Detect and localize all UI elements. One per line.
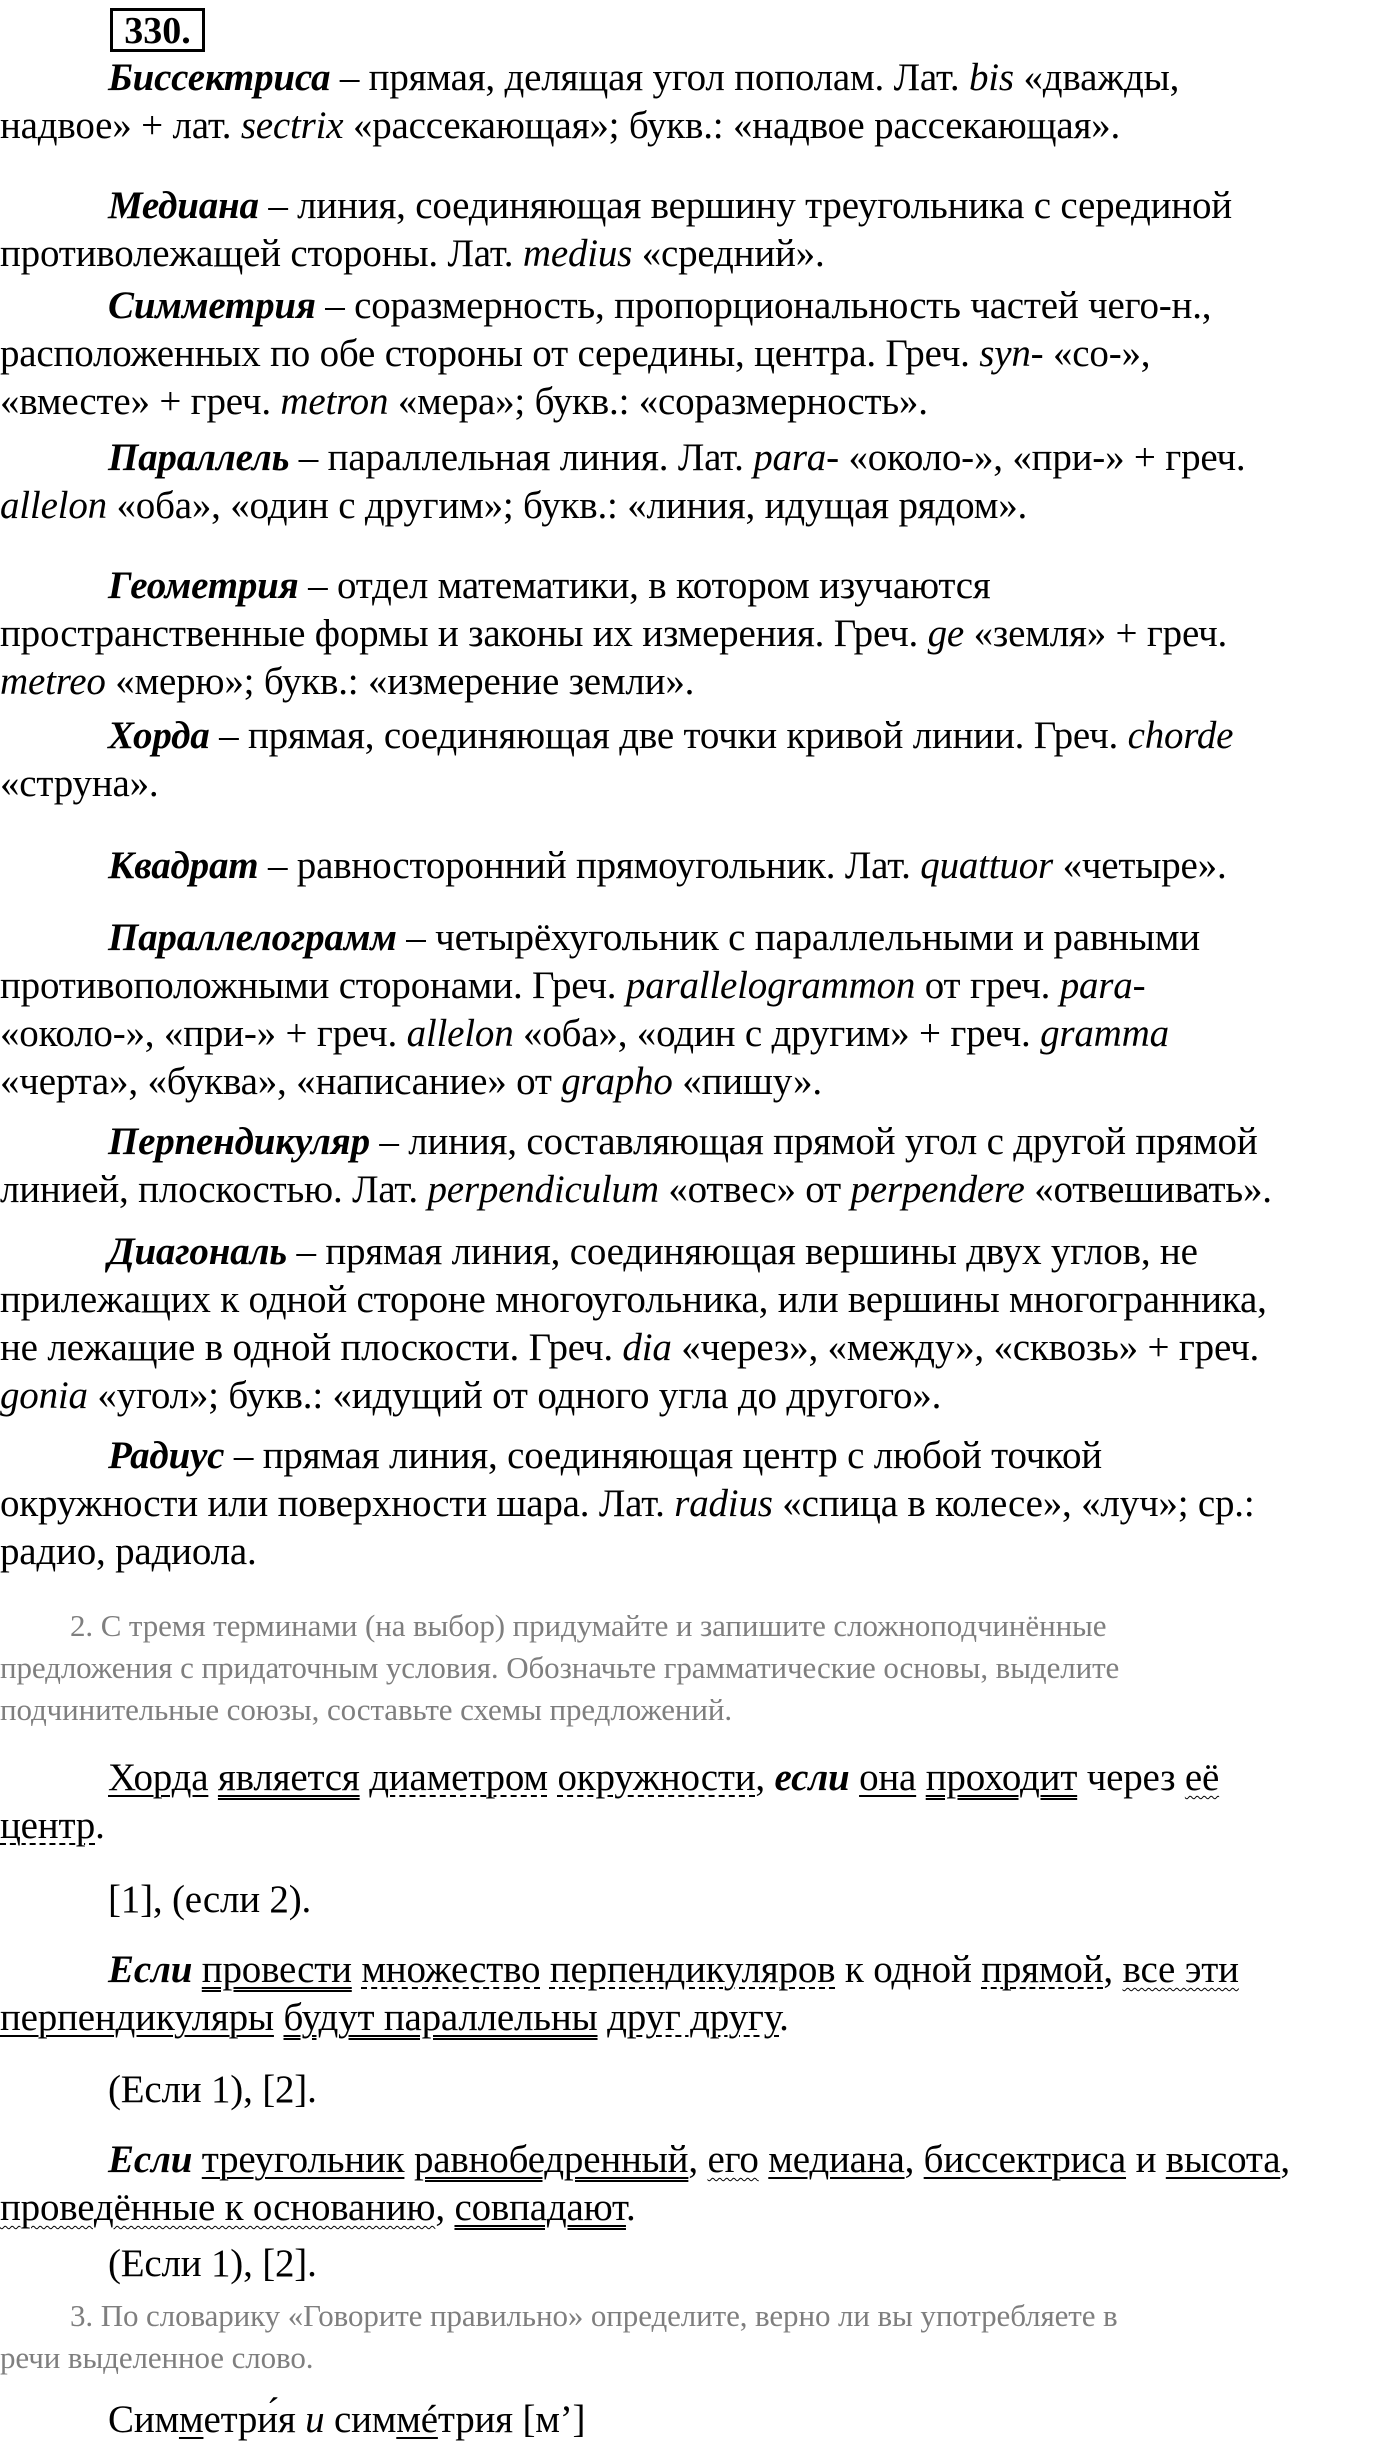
text-span: равнобедренный — [413, 2138, 689, 2181]
definition-line — [0, 662, 694, 701]
task-3-line: речи выделенное слово. — [0, 2340, 314, 2375]
text-span: , — [688, 2138, 708, 2181]
definition-line — [0, 966, 1145, 1005]
sentence-scheme: (Если 1), [2]. — [108, 2068, 317, 2111]
definition-line — [0, 486, 1027, 525]
term: Параллелограмм — [108, 916, 397, 959]
text-span: перпендикуляры — [0, 1996, 274, 2039]
text-span: «вместе» + греч. — [0, 380, 281, 423]
text-span: треугольник — [201, 2138, 405, 2181]
text-span: dia — [622, 1326, 672, 1369]
term: Диагональ — [108, 1230, 287, 1273]
text-span — [192, 1948, 202, 1991]
text-span: к одной — [835, 1948, 982, 1991]
text-span: все эти — [1122, 1948, 1239, 1991]
text-span: , — [1103, 1948, 1123, 1991]
text-span: parallelogrammon — [625, 964, 916, 1007]
definition-line — [0, 1014, 1169, 1053]
text-span: «отвешивать». — [1024, 1168, 1272, 1211]
text-span: проведённые к основанию — [0, 2186, 436, 2229]
text-span: allelon — [406, 1012, 514, 1055]
text-span: надвое» + лат. — [0, 104, 241, 147]
text-span: metron — [280, 380, 389, 423]
text-span: – соразмерность, пропорциональность частей чего-н., — [315, 284, 1212, 327]
text-span: para — [1059, 964, 1133, 1007]
definition-line — [0, 234, 825, 273]
sentence-scheme: [1], (если 2). — [108, 1878, 312, 1921]
text-span — [360, 1756, 370, 1799]
text-span: «угол»; букв.: «идущий от одного угла до другого». — [87, 1374, 942, 1417]
definition-line — [108, 716, 1233, 755]
text-span: от греч. — [915, 964, 1060, 1007]
text-span: медиана — [768, 2138, 905, 2181]
text-span: ge — [927, 612, 965, 655]
text-span: chorde — [1127, 714, 1234, 757]
text-span — [208, 1756, 218, 1799]
text-span: является — [217, 1756, 360, 1799]
stress-variants-line — [108, 2400, 585, 2439]
term: Хорда — [108, 714, 210, 757]
definition-line — [0, 1062, 822, 1101]
text-span: perpendiculum — [427, 1168, 659, 1211]
text-span: – равносторонний прямоугольник. Лат. — [258, 844, 921, 887]
text-span: . — [779, 1996, 789, 2039]
definition-line — [0, 1280, 1267, 1319]
text-span — [540, 1948, 550, 1991]
term: если — [774, 1756, 850, 1799]
definition-line — [108, 1436, 1102, 1475]
definition-line — [0, 1484, 1254, 1523]
definition-line — [0, 764, 158, 803]
text-span: «около-», «при-» + греч. — [0, 1012, 407, 1055]
text-span: «оба», «один с другим»; букв.: «линия, идущая рядом». — [106, 484, 1028, 527]
task-3-line: 3. По словарику «Говорите правильно» определите, верно ли вы употребляете в — [70, 2298, 1118, 2333]
text-span: окружности или поверхности шара. Лат. — [0, 1482, 675, 1525]
text-span: «оба», «один с другим» + греч. — [513, 1012, 1041, 1055]
text-span: сим — [324, 2398, 397, 2441]
text-span: syn — [979, 332, 1031, 375]
text-span: «отвес» от — [658, 1168, 851, 1211]
text-span: - — [1132, 964, 1146, 1007]
text-span: radius — [674, 1482, 773, 1525]
term: Перпендикуляр — [108, 1120, 370, 1163]
definition-line — [108, 438, 1245, 477]
text-span: gonia — [0, 1374, 88, 1417]
text-span: bis — [968, 56, 1014, 99]
text-span: «земля» + греч. — [964, 612, 1228, 655]
exercise-number: 330. — [110, 8, 205, 52]
example-sentence-line — [108, 2140, 1290, 2179]
text-span: «дважды, — [1013, 56, 1180, 99]
example-sentence-line — [108, 1950, 1239, 1989]
text-span: противолежащей стороны. Лат. — [0, 232, 523, 275]
text-span: «мерю»; букв.: «измерение земли». — [105, 660, 695, 703]
text-span: противоположными сторонами. Греч. — [0, 964, 626, 1007]
text-span: через — [1077, 1756, 1185, 1799]
definition-line — [0, 1328, 1259, 1367]
text-span — [548, 1756, 558, 1799]
example-sentence-line — [0, 1806, 105, 1845]
text-span: провести — [201, 1948, 352, 1991]
text-span: , — [755, 1756, 775, 1799]
text-span: quattuor — [920, 844, 1054, 887]
text-span: биссектриса — [923, 2138, 1127, 2181]
definition-line — [108, 566, 991, 605]
definition-line — [108, 1122, 1258, 1161]
text-span: Сим — [108, 2398, 179, 2441]
text-span: её — [1184, 1756, 1220, 1799]
text-span: gramma — [1040, 1012, 1169, 1055]
text-span: medius — [522, 232, 633, 275]
term: Медиана — [108, 184, 259, 227]
text-span — [850, 1756, 860, 1799]
sentence-scheme: (Если 1), [2]. — [108, 2242, 317, 2285]
text-span — [352, 1948, 362, 1991]
text-span: – параллельная линия. Лат. — [289, 436, 754, 479]
definition-line — [0, 614, 1227, 653]
text-span: прямой — [981, 1948, 1104, 1991]
text-span: расположенных по обе стороны от середины, центра. Греч. — [0, 332, 980, 375]
text-span: – отдел математики, в котором изучаются — [298, 564, 991, 607]
text-span: прилежащих к одной стороне многоугольника, или вершины многогранника, — [0, 1278, 1267, 1321]
text-span: окружности — [557, 1756, 756, 1799]
example-sentence-line — [108, 1758, 1219, 1797]
text-span: grapho — [561, 1060, 673, 1103]
text-span: allelon — [0, 484, 107, 527]
text-span — [759, 2138, 769, 2181]
text-span: перпендикуляров — [549, 1948, 836, 1991]
text-span: не лежащие в одной плоскости. Греч. — [0, 1326, 623, 1369]
text-span: «четыре». — [1053, 844, 1227, 887]
definition-line — [108, 286, 1211, 325]
text-span — [274, 1996, 284, 2039]
example-sentence-line — [0, 1998, 789, 2037]
term: Если — [108, 1948, 193, 1991]
term: Геометрия — [108, 564, 299, 607]
text-span: мé — [396, 2398, 438, 2441]
task-2-line: подчинительные союзы, составьте схемы предложений. — [0, 1692, 733, 1727]
term: Квадрат — [108, 844, 259, 887]
text-span: радио, радиола. — [0, 1530, 257, 1573]
definition-line — [108, 918, 1200, 957]
text-span: - «около-», «при-» + греч. — [826, 436, 1246, 479]
text-span: друг другу — [607, 1996, 780, 2039]
text-span: будут параллельны — [283, 1996, 598, 2039]
task-2-line: 2. С тремя терминами (на выбор) придумайте и запишите сложноподчинённые — [70, 1608, 1107, 1643]
definition-line — [0, 1170, 1272, 1209]
text-span: sectrix — [240, 104, 344, 147]
text-span — [916, 1756, 926, 1799]
definition-line — [0, 1376, 941, 1415]
text-span: и — [305, 2398, 325, 2441]
task-2-line: предложения с придаточным условия. Обозначьте грамматические основы, выделите — [0, 1650, 1120, 1685]
text-span: – линия, составляющая прямой угол с другой прямой — [369, 1120, 1258, 1163]
text-span: «струна». — [0, 762, 159, 805]
text-span: пространственные формы и законы их измерения. Греч. — [0, 612, 928, 655]
text-span: , — [435, 2186, 455, 2229]
definition-line — [108, 186, 1232, 225]
text-span: para — [753, 436, 827, 479]
text-span: - «со-», — [1030, 332, 1151, 375]
term: Параллель — [108, 436, 290, 479]
text-span — [598, 1996, 608, 2039]
text-span: высота — [1165, 2138, 1281, 2181]
text-span: линией, плоскостью. Лат. — [0, 1168, 428, 1211]
text-span: – четырёхугольник с параллельными и равными — [396, 916, 1200, 959]
text-span: , — [1280, 2138, 1290, 2181]
text-span: «пишу». — [672, 1060, 822, 1103]
text-span: – прямая линия, соединяющая центр с любой точкой — [224, 1434, 1102, 1477]
text-span: трия [м’] — [437, 2398, 586, 2441]
text-span: она — [859, 1756, 917, 1799]
term: Если — [108, 2138, 193, 2181]
text-span: м — [178, 2398, 204, 2441]
example-sentence-line — [0, 2188, 636, 2227]
text-span: «спица в колесе», «луч»; ср.: — [772, 1482, 1255, 1525]
definition-line — [0, 334, 1150, 373]
term: Биссектриса — [108, 56, 331, 99]
text-span: диаметром — [369, 1756, 548, 1799]
text-span: и — [1126, 2138, 1166, 2181]
text-span: множество — [361, 1948, 541, 1991]
text-span: – прямая линия, соединяющая вершины двух углов, не — [286, 1230, 1198, 1273]
term: Симметрия — [108, 284, 316, 327]
text-span: етри́я — [203, 2398, 306, 2441]
text-span: metreo — [0, 660, 106, 703]
definition-line — [0, 106, 1120, 145]
text-span: – прямая, делящая угол пополам. Лат. — [330, 56, 969, 99]
text-span: проходит — [925, 1756, 1078, 1799]
text-span: perpendere — [850, 1168, 1025, 1211]
text-span: «рассекающая»; букв.: «надвое рассекающая». — [343, 104, 1121, 147]
text-span: центр — [0, 1804, 96, 1847]
text-span: «средний». — [632, 232, 825, 275]
term: Радиус — [108, 1434, 225, 1477]
text-span: «черта», «буква», «написание» от — [0, 1060, 562, 1103]
definition-line — [108, 1232, 1198, 1271]
text-span: – линия, соединяющая вершину треугольника с серединой — [258, 184, 1232, 227]
text-span: «мера»; букв.: «соразмерность». — [388, 380, 928, 423]
text-span: . — [625, 2186, 636, 2229]
definition-line — [108, 846, 1227, 885]
text-span: – прямая, соединяющая две точки кривой линии. Греч. — [209, 714, 1128, 757]
definition-line — [0, 382, 928, 421]
text-span: «через», «между», «сквозь» + греч. — [671, 1326, 1260, 1369]
text-span: совпадают — [454, 2186, 626, 2229]
definition-line — [108, 58, 1179, 97]
definition-line — [0, 1532, 257, 1571]
text-span: . — [95, 1804, 105, 1847]
text-span — [404, 2138, 414, 2181]
text-span — [192, 2138, 202, 2181]
text-span: , — [904, 2138, 924, 2181]
text-span: его — [707, 2138, 759, 2181]
text-span: Хорда — [108, 1756, 209, 1799]
